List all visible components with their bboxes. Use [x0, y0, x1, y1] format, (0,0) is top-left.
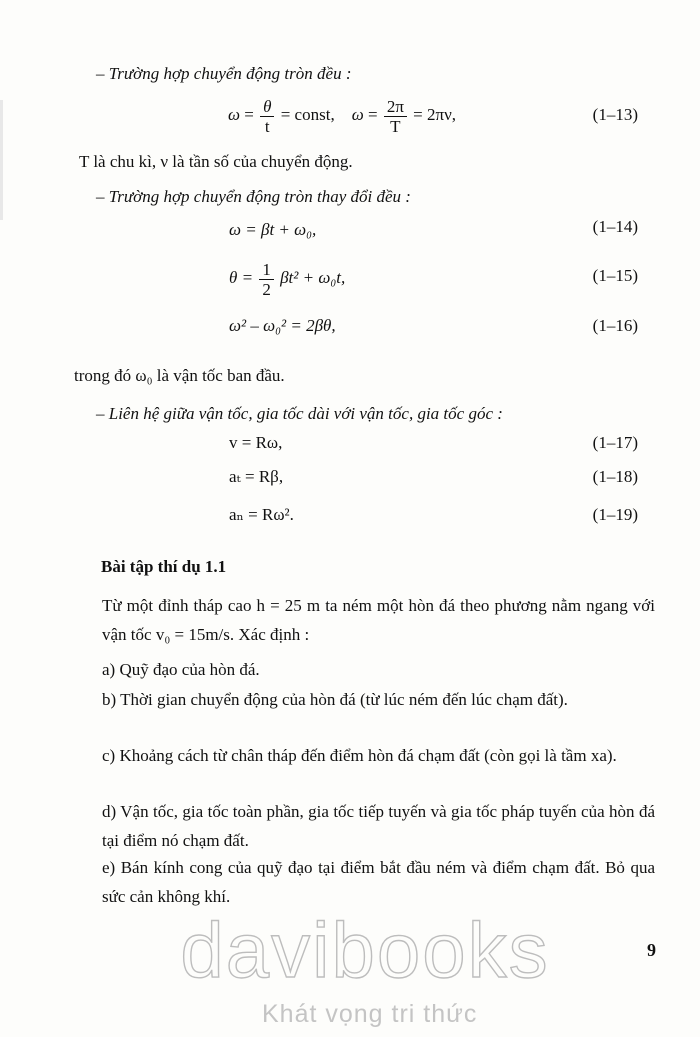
exercise-part-a-text: a) Quỹ đạo của hòn đá.: [102, 660, 260, 679]
fraction-denominator: T: [390, 116, 401, 136]
fraction-one-half: [259, 260, 274, 299]
eq-omega-2: ω: [351, 105, 364, 124]
fraction-numerator: 1: [259, 260, 274, 280]
section-heading-relation: – Liên hệ giữa vận tốc, gia tốc dài với vận tốc, gia tốc góc :: [96, 404, 503, 423]
exercise-part-b: [80, 685, 655, 714]
eq-equals-2: =: [367, 105, 378, 124]
exercise-intro: [80, 591, 655, 649]
watermark-logo: davibooks: [180, 906, 550, 994]
equation-number-1-13: (1–13): [592, 105, 638, 124]
section-heading-uniform: – Trường hợp chuyển động tròn đều :: [96, 64, 352, 83]
equation-1-19: aₙ = Rω².: [229, 505, 294, 524]
page-edge-shadow: [0, 100, 3, 220]
exercise-part-b-text: b) Thời gian chuyển động của hòn đá (từ lúc ném đến lúc chạm đất).: [102, 690, 568, 709]
equation-1-14: ω = βt + ω₀,: [229, 220, 317, 239]
equation-number-1-14: (1–14): [592, 217, 638, 236]
exercise-part-d-text: d) Vận tốc, gia tốc toàn phần, gia tốc tiếp tuyến và gia tốc pháp tuyến của hòn đá tại điểm nó chạm đất.: [102, 802, 655, 850]
exercise-part-a: [80, 655, 655, 684]
text-initial-velocity: trong đó ω₀ là vận tốc ban đầu.: [74, 366, 285, 385]
fraction-numerator: θ: [260, 97, 274, 117]
equation-number-1-19: (1–19): [592, 505, 638, 524]
equation-number-1-16: (1–16): [592, 316, 638, 335]
exercise-intro-text: Từ một đỉnh tháp cao h = 25 m ta ném một hòn đá theo phương nằm ngang với vận tốc v₀ = 15m/s. Xác định :: [102, 596, 655, 644]
section-heading-varying: – Trường hợp chuyển động tròn thay đổi đều :: [96, 187, 411, 206]
eq-tail: = 2πν,: [413, 105, 457, 124]
exercise-part-c: [80, 741, 655, 770]
exercise-part-c-text: c) Khoảng cách từ chân tháp đến điểm hòn đá chạm đất (còn gọi là tầm xa).: [102, 746, 617, 765]
exercise-title: Bài tập thí dụ 1.1: [101, 557, 227, 576]
eq-rhs: βt² + ω₀t,: [280, 268, 346, 287]
equation-number-1-18: (1–18): [592, 467, 638, 486]
equation-1-15: [229, 256, 345, 300]
fraction-2pi-T: [384, 97, 407, 136]
equation-number-1-17: (1–17): [592, 433, 638, 452]
exercise-part-d: [80, 797, 655, 855]
fraction-denominator: t: [264, 116, 270, 136]
watermark-slogan: Khát vọng tri thức: [262, 1000, 478, 1028]
equation-1-18: aₜ = Rβ,: [229, 467, 284, 486]
exercise-part-e-text: e) Bán kính cong của quỹ đạo tại điểm bắt đầu ném và điểm chạm đất. Bỏ qua sức cản không khí.: [102, 858, 655, 906]
fraction-theta-t: [260, 97, 274, 136]
equation-1-16: ω² – ω₀² = 2βθ,: [229, 316, 336, 335]
equation-1-17: v = Rω,: [229, 433, 283, 452]
equation-number-1-15: (1–15): [592, 266, 638, 285]
equation-1-13: [228, 92, 456, 138]
fraction-numerator: 2π: [384, 97, 407, 117]
exercise-part-e: [80, 853, 655, 911]
eq-omega: ω: [228, 105, 241, 124]
eq-lhs: θ =: [229, 268, 254, 287]
eq-equals: =: [244, 105, 254, 124]
page-number: 9: [647, 940, 656, 960]
fraction-denominator: 2: [262, 279, 271, 299]
eq-const: = const,: [280, 105, 335, 124]
text-period-frequency: T là chu kì, ν là tần số của chuyển động.: [79, 152, 353, 171]
